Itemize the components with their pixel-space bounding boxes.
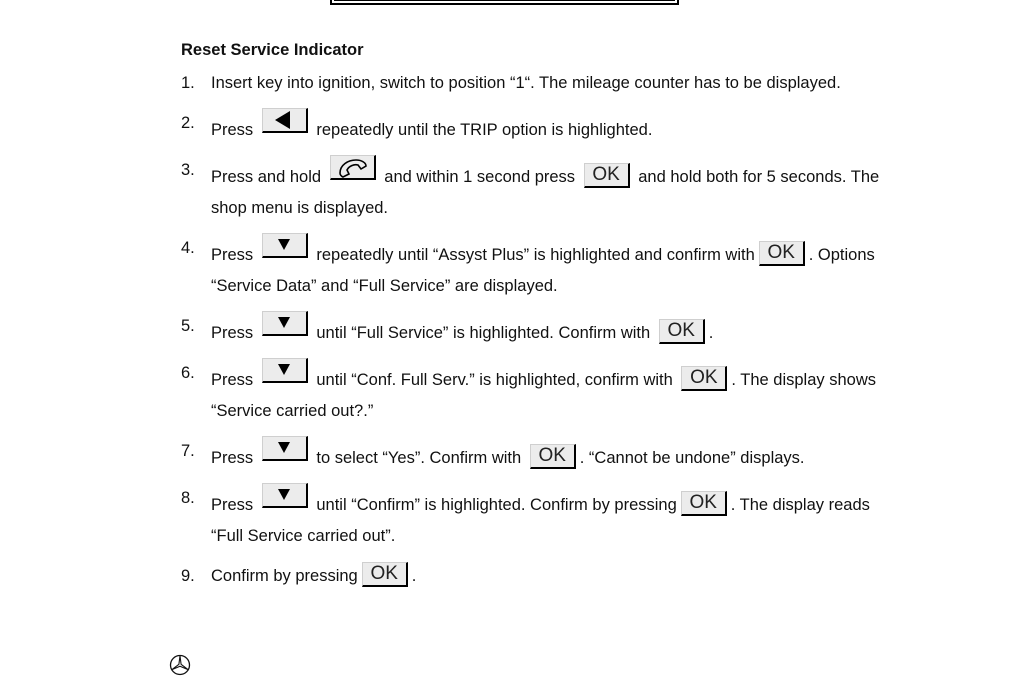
- mercedes-star-logo: [169, 654, 191, 676]
- step-text: . Options “Service Data” and “Full Service” are displayed.: [211, 246, 875, 295]
- step-number: 8.: [181, 489, 195, 507]
- step-6: [181, 358, 901, 427]
- down-arrow-key-icon: [262, 436, 308, 461]
- step-text: to select “Yes”. Confirm with: [316, 449, 522, 467]
- ok-key-icon: OK: [759, 241, 805, 266]
- step-text: Insert key into ignition, switch to position “1“. The mileage counter has to be displayed.: [211, 74, 841, 92]
- step-2: [181, 108, 901, 146]
- down-arrow-key-icon: [262, 311, 308, 336]
- step-text: until “Full Service” is highlighted. Confirm with: [316, 324, 651, 342]
- step-number: 3.: [181, 161, 195, 179]
- down-arrow-key-icon: [262, 358, 308, 383]
- left-arrow-key-icon: [262, 108, 308, 133]
- step-9: [181, 561, 901, 592]
- step-text: Press: [211, 449, 254, 467]
- step-text: Press: [211, 246, 254, 264]
- down-arrow-key-icon: [262, 483, 308, 508]
- step-5: [181, 311, 901, 349]
- steps-list: [181, 68, 901, 592]
- phone-key-icon: [330, 155, 376, 180]
- step-text: Press: [211, 496, 254, 514]
- step-text: Press and hold: [211, 168, 322, 186]
- step-3: [181, 155, 901, 224]
- step-text: .: [411, 567, 417, 585]
- step-number: 2.: [181, 114, 195, 132]
- ok-key-icon: OK: [681, 366, 727, 391]
- step-4: [181, 233, 901, 302]
- step-text: repeatedly until “Assyst Plus” is highlighted and confirm with: [316, 246, 755, 264]
- ok-key-icon: OK: [362, 562, 408, 587]
- step-text: . The display reads “Full Service carried out”.: [211, 496, 870, 545]
- step-text: repeatedly until the TRIP option is highlighted.: [316, 121, 653, 139]
- page-title: Reset Service Indicator: [181, 41, 364, 59]
- step-text: and hold both for 5 seconds. The shop menu is displayed.: [211, 168, 880, 217]
- step-number: 1.: [181, 74, 195, 92]
- step-text: Press: [211, 371, 254, 389]
- step-text: Confirm by pressing: [211, 567, 358, 585]
- down-arrow-key-icon: [262, 233, 308, 258]
- step-number: 4.: [181, 239, 195, 257]
- step-7: [181, 436, 901, 474]
- step-number: 7.: [181, 442, 195, 460]
- step-text: until “Confirm” is highlighted. Confirm by pressing: [316, 496, 677, 514]
- step-number: 9.: [181, 567, 195, 585]
- ok-key-icon: OK: [681, 491, 727, 516]
- ok-key-icon: OK: [659, 319, 705, 344]
- top-frame-edge: [330, 0, 679, 5]
- ok-key-icon: OK: [584, 163, 630, 188]
- step-number: 6.: [181, 364, 195, 382]
- step-text: until “Conf. Full Serv.” is highlighted, confirm with: [316, 371, 673, 389]
- step-text: and within 1 second press: [384, 168, 576, 186]
- ok-key-icon: OK: [530, 444, 576, 469]
- document-body: [181, 40, 901, 601]
- step-text: .: [708, 324, 714, 342]
- step-text: Press: [211, 121, 254, 139]
- step-1: [181, 68, 901, 99]
- step-text: Press: [211, 324, 254, 342]
- step-8: [181, 483, 901, 552]
- step-text: . The display shows “Service carried out?.”: [211, 371, 876, 420]
- step-text: . “Cannot be undone” displays.: [579, 449, 805, 467]
- step-number: 5.: [181, 317, 195, 335]
